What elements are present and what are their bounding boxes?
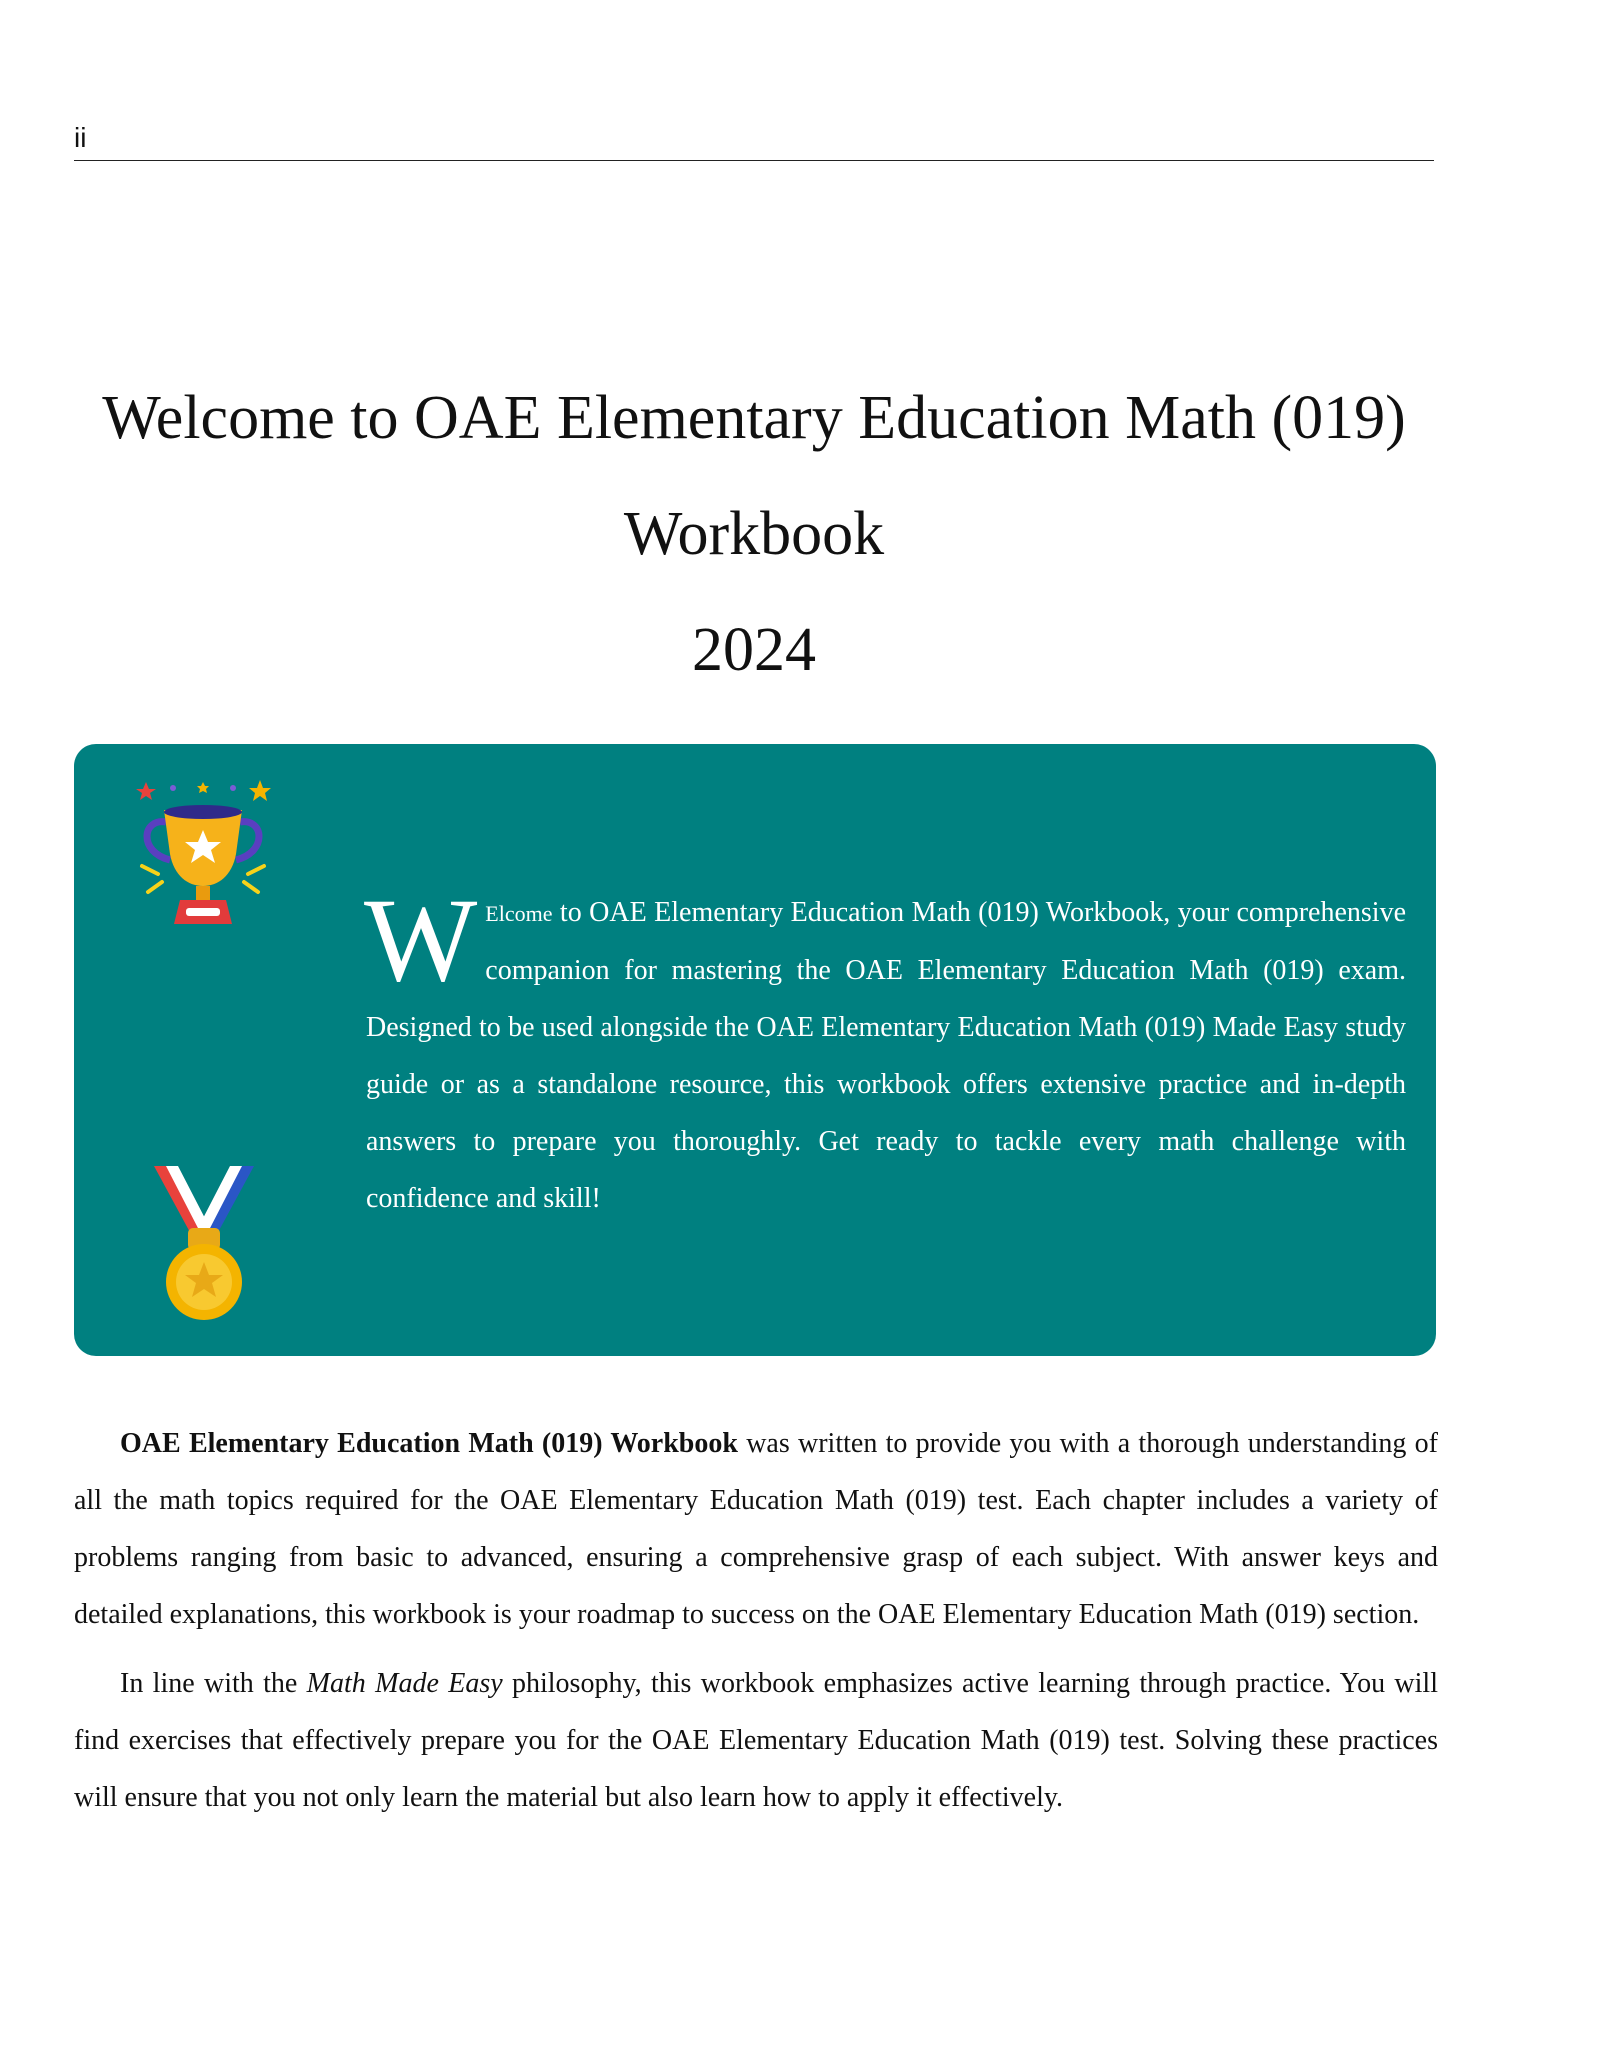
paragraph-1 bbox=[74, 1415, 1438, 1643]
trophy-icon bbox=[128, 774, 278, 934]
philosophy-italic: Math Made Easy bbox=[306, 1668, 503, 1699]
paragraph-1-text: was written to provide you with a thorough understanding of all the math topics required for the OAE Elementary Education Math (019) test. Each chapter includes a variety of problems ranging from basic to advanced, ensuring a comprehensive grasp of each subject. With answer keys and detailed explanations, this workbook is your roadmap to success on the OAE Elementary Education Math (019) section. bbox=[74, 1428, 1438, 1630]
paragraph-2 bbox=[74, 1655, 1438, 1826]
paragraph-2-text: philosophy, this workbook emphasizes active learning through practice. You will find exercises that effectively prepare you for the OAE Elementary Education Math (019) test. Solving these practices will ensure that you not only learn the material but also learn how to apply it effectively. bbox=[74, 1668, 1438, 1813]
medal-icon bbox=[152, 1164, 256, 1322]
drop-cap: W bbox=[364, 873, 478, 1006]
book-title-bold: OAE Elementary Education Math (019) Workbook bbox=[120, 1428, 738, 1459]
title-line-1: Welcome to OAE Elementary Education Math (019) bbox=[102, 384, 1406, 452]
body-text bbox=[74, 1415, 1438, 1838]
intro-text: to OAE Elementary Education Math (019) Workbook, your comprehensive companion for mastering the OAE Elementary Education Math (019) exam. Designed to be used alongside the OAE Elementary Education Math (019) Made Easy study guide or as a standalone resource, this workbook offers extensive practice and in-depth answers to prepare you thoroughly. Get ready to tackle every math challenge with confidence and skill! bbox=[366, 897, 1406, 1214]
page-number: ii bbox=[74, 122, 87, 153]
page-title bbox=[74, 360, 1434, 708]
paragraph-2-start: In line with the bbox=[120, 1668, 307, 1699]
title-line-2: Workbook bbox=[623, 500, 885, 568]
intro-paragraph bbox=[364, 873, 1406, 1227]
page-header bbox=[74, 116, 1434, 161]
drop-cap-rest: Elcome bbox=[485, 901, 553, 926]
title-line-3: 2024 bbox=[692, 616, 816, 684]
intro-box bbox=[74, 744, 1436, 1356]
